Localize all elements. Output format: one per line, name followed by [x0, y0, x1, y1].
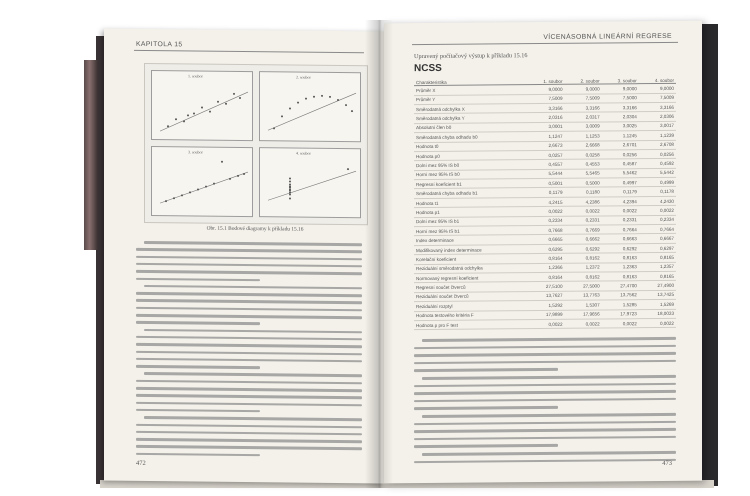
cell-value: 0,0256 [639, 149, 676, 159]
cell-value: 0,0022 [527, 207, 564, 217]
cell-value: 0,0022 [527, 319, 564, 329]
table-body [414, 84, 676, 330]
cell-value: 0,8165 [639, 271, 676, 281]
cell-value: 1,1253 [565, 131, 602, 141]
cell-value: 0,0022 [639, 318, 676, 328]
cell-value: 0,8164 [527, 254, 564, 264]
cell-value: 1,2357 [639, 262, 676, 272]
text-line [136, 365, 260, 369]
cell-value: 0,4592 [639, 159, 676, 169]
cell-value: 0,0022 [565, 206, 602, 216]
table-row [414, 318, 676, 330]
cell-value: 0,1180 [565, 187, 602, 197]
row-label: Regresní součet čtverců [414, 282, 527, 292]
text-line [136, 292, 362, 297]
cell-value: 2,6708 [639, 140, 676, 150]
cell-value: 4,2415 [527, 197, 564, 207]
text-line [136, 255, 362, 260]
row-label: Reziduální součet čtverců [414, 291, 527, 301]
panel-3-title: 3. soubor [188, 149, 203, 155]
cell-value: 0,7669 [565, 225, 602, 235]
book-spine-shadow [365, 20, 393, 488]
cell-value: 27,5000 [565, 281, 602, 291]
right-header-rule [412, 42, 678, 45]
column-header: 1. soubor [527, 78, 564, 85]
cell-value: 2,0317 [565, 112, 602, 122]
cell-value: 0,0258 [565, 150, 602, 160]
scatter-panel-4 [259, 147, 361, 218]
column-header: 4. soubor [639, 77, 676, 84]
cell-value: 2,0304 [602, 112, 639, 122]
cell-value: 0,6667 [639, 234, 676, 244]
table-title: Upravený počítačový výstup k příkladu 15.16 [414, 52, 528, 61]
text-line [414, 390, 676, 395]
text-line [422, 413, 676, 418]
cell-value: 0,6292 [565, 244, 602, 254]
cell-value: 3,3166 [639, 102, 676, 112]
cell-value: 3,0025 [602, 121, 639, 131]
text-line [144, 285, 362, 290]
cell-value: 0,0022 [639, 206, 676, 216]
text-line [136, 350, 362, 355]
text-line [136, 299, 362, 304]
text-line [144, 416, 362, 421]
cell-value: 0,4557 [527, 160, 564, 170]
cell-value: 0,5001 [527, 178, 564, 188]
panel-3-plot [152, 147, 252, 216]
cell-value: 2,0306 [639, 112, 676, 122]
cell-value: 0,0256 [602, 150, 639, 160]
text-line [414, 360, 676, 365]
row-label: Hodnota p1 [414, 207, 527, 217]
row-label: Regresní koeficient b1 [414, 179, 527, 189]
cell-value: 9,0000 [565, 84, 602, 94]
book-cover-right-edge [700, 24, 718, 486]
cell-value: 1,2363 [602, 262, 639, 272]
scatter-panel-3 [151, 146, 253, 217]
row-label: Absolutní člen b0 [414, 122, 527, 132]
text-line [414, 352, 676, 357]
cell-value: 17,9899 [527, 310, 564, 320]
text-line [136, 401, 362, 406]
cell-value: 27,4700 [602, 281, 639, 291]
left-page-number: 472 [136, 459, 146, 467]
text-line [136, 263, 362, 268]
cell-value: 1,2372 [565, 263, 602, 273]
cell-value: 0,7664 [639, 224, 676, 234]
text-line [414, 420, 676, 425]
text-line [414, 406, 558, 410]
row-label: Směrodatná odchylka Y [414, 113, 527, 123]
cell-value: 2,6701 [602, 140, 639, 150]
text-line [136, 270, 362, 275]
cell-value: 0,7664 [602, 225, 639, 235]
row-label: Hodnota t1 [414, 198, 527, 208]
scatter-figure [144, 63, 368, 225]
text-line [136, 380, 362, 385]
software-tag: NCSS [414, 62, 442, 75]
cell-value: 0,4999 [639, 177, 676, 187]
cell-value: 3,3166 [527, 103, 564, 113]
cell-value: 7,5000 [602, 93, 639, 103]
cell-value: 7,5009 [527, 94, 564, 104]
text-line [414, 398, 676, 403]
text-line [414, 344, 676, 349]
cell-value: 0,2334 [527, 216, 564, 226]
cell-value: 0,2331 [565, 216, 602, 226]
cell-value: 0,5000 [565, 178, 602, 188]
left-page-body-text [104, 29, 384, 32]
left-page [104, 29, 384, 484]
cell-value: 0,8163 [602, 253, 639, 263]
cell-value: 0,6295 [527, 244, 564, 254]
text-line [136, 438, 362, 443]
cell-value: 0,6292 [602, 243, 639, 253]
cell-value: 0,6297 [639, 243, 676, 253]
panel-2-plot [260, 72, 360, 141]
row-label: Index determinace [414, 235, 527, 245]
book-cover-left-strip [84, 60, 98, 250]
cell-value: 0,6663 [602, 234, 639, 244]
row-label: Směrodatná chyba odhadu b1 [414, 188, 527, 198]
cell-value: 0,1179 [527, 188, 564, 198]
text-line [422, 337, 676, 342]
cell-value: 0,6665 [527, 235, 564, 245]
row-label: Horní mez 95% IS b1 [414, 226, 527, 236]
text-line [136, 248, 362, 253]
column-header: 2. soubor [565, 77, 602, 84]
scatter-panel-1 [151, 70, 253, 141]
row-label: Směrodatná chyba odhadu b0 [414, 132, 527, 142]
cell-value: 5,5462 [602, 168, 639, 178]
text-line [414, 436, 676, 441]
text-line [136, 409, 260, 413]
left-header-rule [134, 50, 364, 53]
text-line [136, 336, 362, 341]
cell-value: 5,5444 [527, 169, 564, 179]
figure-caption: Obr. 15.1 Bodové diagramy k příkladu 15.16 [206, 225, 304, 233]
right-page [384, 21, 702, 484]
cell-value: 0,8163 [602, 272, 639, 282]
cell-value: 3,0009 [565, 122, 602, 132]
panel-1-plot [152, 71, 252, 140]
cell-value: 0,4587 [602, 159, 639, 169]
panel-4-plot [260, 148, 360, 217]
text-line [136, 343, 362, 348]
ncss-output-table [414, 77, 676, 331]
cell-value: 0,6662 [565, 234, 602, 244]
row-label: Reziduální rozptyl [414, 301, 527, 311]
text-line [136, 387, 362, 392]
cell-value: 5,5465 [565, 169, 602, 179]
row-label: Hodnota p pro F test [414, 320, 527, 330]
cell-value: 4,2430 [639, 196, 676, 206]
cell-value: 3,0017 [639, 121, 676, 131]
text-line [144, 241, 362, 246]
cell-value: 2,6673 [527, 141, 564, 151]
cell-value: 7,5009 [565, 94, 602, 104]
row-label: Hodnota testového kritéria F [414, 310, 527, 320]
row-label: Normovaný regresní koeficient [414, 273, 527, 283]
right-page-body-text [384, 21, 702, 24]
text-line [136, 423, 362, 428]
cell-value: 2,6668 [565, 141, 602, 151]
cell-value: 3,0001 [527, 122, 564, 132]
cell-value: 9,0000 [602, 84, 639, 94]
row-label: Směrodatná odchylka X [414, 104, 527, 114]
text-line [136, 314, 362, 319]
row-label: Horní mez 95% IS b0 [414, 169, 527, 179]
column-header: 3. soubor [602, 77, 639, 84]
cell-value: 18,0033 [639, 309, 676, 319]
cell-value: 4,2386 [565, 197, 602, 207]
cell-value: 1,2366 [527, 263, 564, 273]
text-line [136, 453, 260, 457]
cell-value: 7,5009 [639, 93, 676, 103]
cell-value: 9,0000 [639, 84, 676, 94]
cell-value: 4,2394 [602, 197, 639, 207]
cell-value: 3,3166 [602, 103, 639, 113]
cell-value: 0,0257 [527, 150, 564, 160]
text-line [136, 307, 362, 312]
text-line [414, 428, 676, 433]
cell-value: 0,4553 [565, 159, 602, 169]
text-line [414, 444, 558, 448]
cell-value: 17,9723 [602, 309, 639, 319]
cell-value: 0,0022 [602, 206, 639, 216]
row-label: Dolní mez 95% IS b1 [414, 216, 527, 226]
panel-4-title: 4. soubor [296, 150, 311, 156]
cell-value: 2,0316 [527, 113, 564, 123]
text-line [136, 277, 260, 281]
text-line [414, 382, 676, 387]
cell-value: 0,1178 [639, 187, 676, 197]
text-line [414, 458, 676, 463]
scatter-panel-2 [259, 71, 361, 142]
panel-1-title: 1. soubor [188, 73, 203, 79]
cell-value: 3,3166 [565, 103, 602, 113]
cell-value: 1,5292 [527, 300, 564, 310]
cell-value: 5,5442 [639, 168, 676, 178]
cell-value: 0,7668 [527, 225, 564, 235]
cell-value: 0,8162 [565, 253, 602, 263]
row-label: Hodnota t0 [414, 141, 527, 151]
cell-value: 0,2334 [639, 215, 676, 225]
cell-value: 27,4900 [639, 281, 676, 291]
right-page-number: 473 [662, 459, 672, 467]
cell-value: 0,1179 [602, 187, 639, 197]
cell-value: 13,7627 [527, 291, 564, 301]
text-line [136, 358, 362, 363]
text-line [136, 445, 362, 450]
right-running-head: VÍCENÁSOBNÁ LINEÁRNÍ REGRESE [543, 32, 672, 41]
row-label: Dolní mez 95% IS b0 [414, 160, 527, 170]
row-label: Korelační koeficient [414, 254, 527, 264]
cell-value: 1,5285 [602, 300, 639, 310]
cell-value: 9,0000 [527, 84, 564, 94]
cell-value: 0,8165 [639, 253, 676, 263]
row-label: Hodnota p0 [414, 151, 527, 161]
text-line [136, 394, 362, 399]
cell-value: 1,1239 [639, 130, 676, 140]
cell-value: 17,9656 [565, 310, 602, 320]
cell-value: 13,7763 [565, 291, 602, 301]
cell-value: 0,4997 [602, 178, 639, 188]
cell-value: 13,7562 [602, 290, 639, 300]
row-label: Modifikovaný index determinace [414, 244, 527, 254]
cell-value: 0,8164 [527, 272, 564, 282]
column-header: Charakteristika [414, 78, 527, 86]
cell-value: 1,5307 [565, 300, 602, 310]
row-label: Průměr Y [414, 94, 527, 104]
left-running-head: KAPITOLA 15 [136, 40, 183, 49]
panel-2-title: 2. soubor [296, 74, 311, 80]
text-line [144, 372, 362, 377]
text-line [422, 375, 676, 380]
cell-value: 0,0022 [602, 319, 639, 329]
row-label: Průměr X [414, 85, 527, 95]
text-line [144, 329, 362, 334]
cell-value: 0,8162 [565, 272, 602, 282]
cell-value: 0,2331 [602, 215, 639, 225]
cell-value: 1,1245 [602, 131, 639, 141]
row-label: Reziduální směrodatná odchylka [414, 263, 527, 273]
text-line [422, 451, 676, 456]
text-line [136, 321, 260, 325]
text-line [414, 368, 558, 372]
text-line [136, 431, 362, 436]
cell-value: 0,0022 [565, 319, 602, 329]
cell-value: 1,5269 [639, 300, 676, 310]
cell-value: 1,1247 [527, 131, 564, 141]
cell-value: 27,5100 [527, 282, 564, 292]
cell-value: 13,7425 [639, 290, 676, 300]
